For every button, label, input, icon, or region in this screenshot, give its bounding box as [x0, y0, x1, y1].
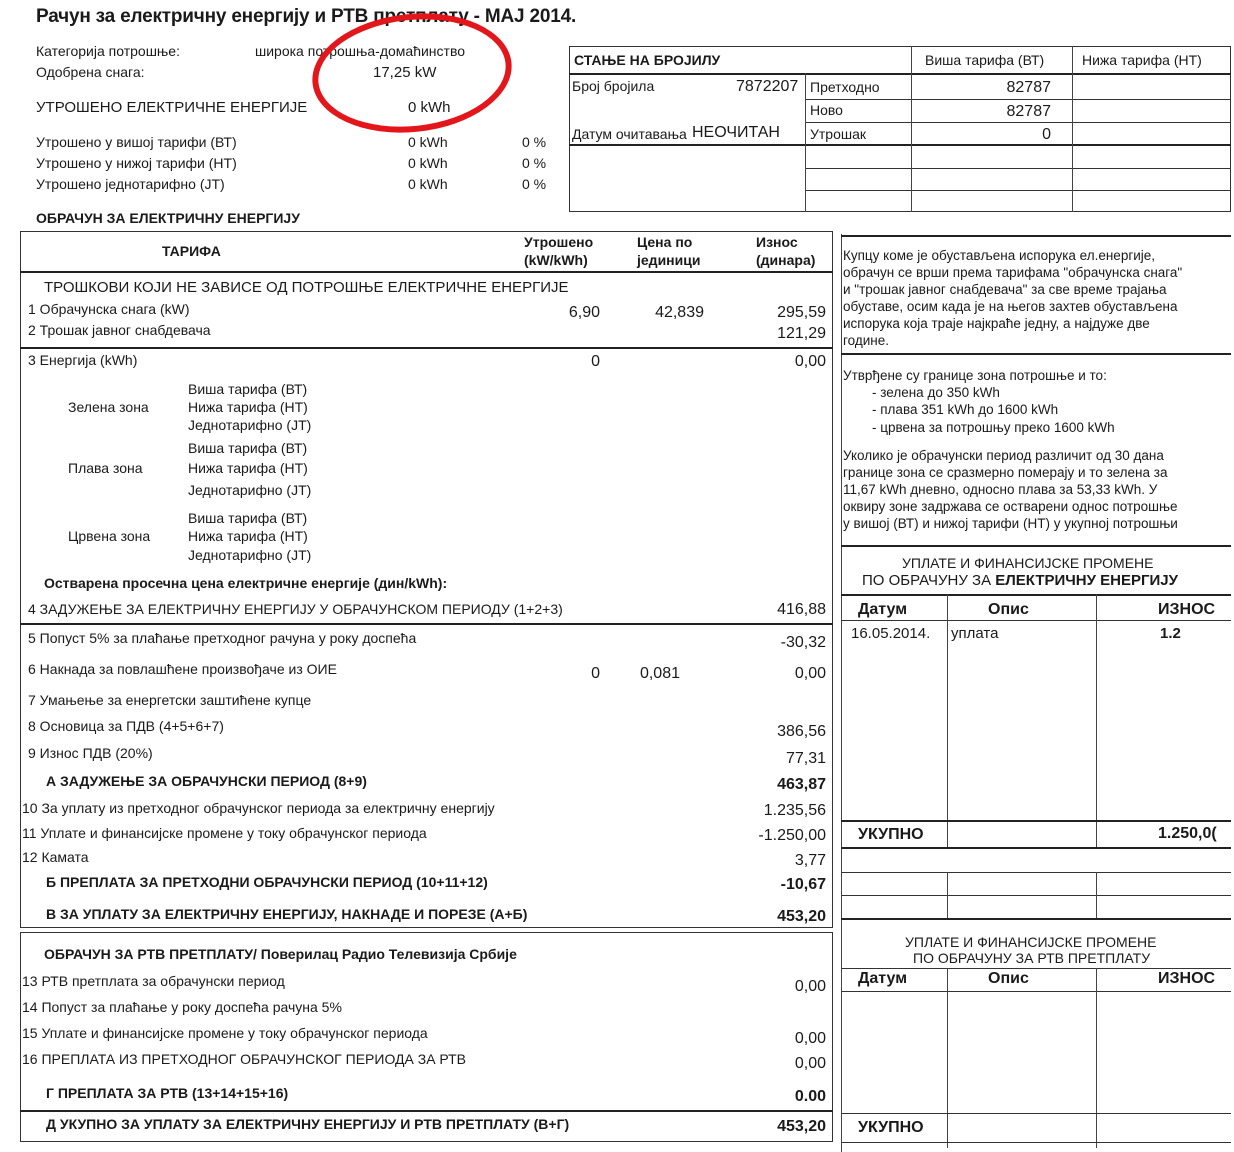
- rtv-col-date-header: Датум: [858, 970, 908, 987]
- zone-blue: Плава зона: [68, 460, 143, 476]
- rowG-label: Г ПРЕПЛАТА ЗА РТВ (13+14+15+16): [46, 1085, 289, 1101]
- rowG-amount: 0.00: [794, 1088, 826, 1105]
- zone-green: Зелена зона: [68, 399, 149, 415]
- row13-label: 13 РТВ претплата за обрачунски период: [22, 973, 285, 989]
- row14-label: 14 Попуст за плаћање у року доспећа рачуна 5%: [22, 999, 342, 1015]
- read-date-label: Датум очитавања: [572, 126, 687, 142]
- period-note-line: Уколико је обрачунски период различит од 30 дана: [843, 448, 1164, 463]
- rowA-amount: 463,87: [777, 776, 826, 793]
- meter-header: СТАЊЕ НА БРОЈИЛУ: [574, 52, 721, 68]
- zone-tariff: Једнотарифно (JT): [188, 417, 312, 433]
- col-desc-header: Опис: [988, 601, 1029, 618]
- summary-row-value: 0 kWh: [408, 155, 448, 171]
- row1-price: 42,839: [655, 304, 704, 321]
- zone-tariff: Нижа тарифа (НТ): [188, 399, 308, 415]
- row4-amount: 416,88: [777, 601, 826, 618]
- row2-amount: 121,29: [777, 325, 826, 342]
- consumed-value: 0 kWh: [408, 99, 451, 116]
- meter-number-label: Број бројила: [572, 78, 655, 94]
- meter-row-vt: 0: [1042, 126, 1051, 143]
- col-amount-unit: (динара): [756, 252, 816, 268]
- meter-row-vt: 82787: [1006, 79, 1051, 96]
- period-note-line: оквиру зоне задржава се остварени однос потрошње: [843, 499, 1178, 514]
- row15-label: 15 Уплате и финансијске промене у току обрачунског периода: [22, 1025, 428, 1041]
- zones-list-item: - плава 351 kWh до 1600 kWh: [872, 402, 1059, 417]
- row12-label: 12 Камата: [22, 849, 89, 865]
- row11-amount: -1.250,00: [758, 827, 826, 844]
- period-note-line: у вишој (ВТ) и нижој тарифи (НТ) у укупној потрошњи: [843, 516, 1178, 531]
- zone-red: Црвена зона: [68, 528, 151, 544]
- payments-energy-subtitle-bold: ЕЛЕКТРИЧНУ ЕНЕРГИЈУ: [995, 572, 1178, 589]
- zones-list-item: - црвена за потрошњу преко 1600 kWh: [872, 420, 1115, 435]
- row13-amount: 0,00: [794, 978, 826, 995]
- suspension-note-line: Купцу коме је обустављена испорука ел.енергије,: [843, 248, 1156, 263]
- row15-amount: 0,00: [794, 1030, 826, 1047]
- zone-tariff: Виша тарифа (ВТ): [188, 510, 308, 526]
- suspension-note-line: обрачун се врши према тарифама "обрачунска снага": [843, 265, 1183, 280]
- col-amount-header: Износ: [756, 234, 798, 250]
- row1-amount: 295,59: [777, 304, 826, 321]
- col-price-unit: јединици: [637, 252, 701, 268]
- row9-amount: 77,31: [785, 750, 826, 767]
- zones-list-item: - зелена до 350 kWh: [872, 385, 1000, 400]
- power-value: 17,25 kW: [373, 64, 437, 81]
- avg-price-label: Остварена просечна цена електричне енергије (дин/kWh):: [44, 575, 448, 591]
- zone-tariff: Нижа тарифа (НТ): [188, 460, 308, 476]
- payments-rtv-title: УПЛАТЕ И ФИНАНСИЈСКЕ ПРОМЕНЕ: [905, 934, 1157, 950]
- read-date: НЕОЧИТАН: [692, 124, 780, 141]
- row3-amount: 0,00: [794, 353, 826, 370]
- category-label: Категорија потрошње:: [36, 43, 180, 59]
- rowV-amount: 453,20: [777, 908, 826, 925]
- col-amount-header: ИЗНОС: [1158, 601, 1216, 618]
- row6-amount: 0,00: [794, 665, 826, 682]
- summary-row-value: 0 kWh: [408, 134, 448, 150]
- row6-used: 0: [591, 665, 600, 682]
- payments-rtv-total-label: УКУПНО: [858, 1119, 924, 1136]
- period-note-line: границе зона се сразмерно померају и то зелена за: [843, 465, 1168, 480]
- meter-row-label: Утрошак: [810, 126, 867, 142]
- payments-energy-subtitle: [862, 572, 1178, 589]
- col-price-header: Цена по: [637, 234, 693, 250]
- suspension-note-line: и "трошак јавног снабдевача" за све време трајања: [843, 282, 1167, 297]
- col-vt-header: Виша тарифа (ВТ): [925, 52, 1045, 68]
- row16-amount: 0,00: [794, 1055, 826, 1072]
- zone-tariff: Виша тарифа (ВТ): [188, 440, 308, 456]
- payments-energy-title: УПЛАТЕ И ФИНАНСИЈСКЕ ПРОМЕНЕ: [902, 555, 1154, 571]
- row3-used: 0: [591, 353, 600, 370]
- row12-amount: 3,77: [794, 852, 826, 869]
- suspension-note-line: обуставе, осим када је на његов захтев обустављена: [843, 299, 1178, 314]
- zone-tariff: Једнотарифно (JT): [188, 482, 312, 498]
- summary-row-label: Утрошено у нижој тарифи (НТ): [36, 155, 237, 171]
- rowB-amount: -10,67: [780, 876, 826, 893]
- row2-label: 2 Трошак јавног снабдевача: [28, 322, 211, 338]
- period-note-line: 11,67 kWh дневно, односно плава за 53,33 kWh. У: [843, 482, 1158, 497]
- row6-price: 0,081: [639, 665, 680, 682]
- row1-used: 6,90: [568, 304, 600, 321]
- row5-amount: -30,32: [780, 634, 826, 651]
- summary-row-pct: 0 %: [522, 155, 547, 171]
- rowD-label: Д УКУПНО ЗА УПЛАТУ ЗА ЕЛЕКТРИЧНУ ЕНЕРГИЈУ И РТВ ПРЕТПЛАТУ (В+Г): [46, 1116, 570, 1132]
- document-title: Рачун за електричну енергију и РТВ претплату - MAJ 2014.: [36, 6, 577, 27]
- row16-label: 16 ПРЕПЛАТА ИЗ ПРЕТХОДНОГ ОБРАЧУНСКОГ ПЕРИОДА ЗА РТВ: [22, 1051, 467, 1067]
- summary-row-label: Утрошено једнотарифно (JT): [36, 176, 225, 192]
- row11-label: 11 Уплате и финансијске промене у току обрачунског периода: [22, 825, 427, 841]
- col-used-header: Утрошено: [524, 234, 594, 250]
- col-date-header: Датум: [858, 601, 908, 618]
- rtv-col-desc-header: Опис: [988, 970, 1029, 987]
- rowB-label: Б ПРЕПЛАТА ЗА ПРЕТХОДНИ ОБРАЧУНСКИ ПЕРИОД (10+11+12): [46, 874, 488, 890]
- summary-row-label: Утрошено у вишој тарифи (ВТ): [36, 134, 237, 150]
- power-label: Одобрена снага:: [36, 64, 145, 80]
- suspension-note-line: испорука која траје најкраће једну, а најдуже две: [843, 316, 1150, 331]
- payment-desc: уплата: [951, 625, 999, 642]
- row5-label: 5 Попуст 5% за плаћање претходног рачуна у року доспећа: [28, 630, 417, 646]
- fixed-costs-title: ТРОШКОВИ КОЈИ НЕ ЗАВИСЕ ОД ПОТРОШЊЕ ЕЛЕКТРИЧНЕ ЕНЕРГИЈЕ: [44, 279, 569, 296]
- row3-label: 3 Енергија (kWh): [28, 352, 138, 368]
- zone-tariff: Виша тарифа (ВТ): [188, 381, 308, 397]
- row6-label: 6 Накнада за повлашћене произвођаче из ОИЕ: [28, 661, 337, 677]
- row4-label: 4 ЗАДУЖЕЊЕ ЗА ЕЛЕКТРИЧНУ ЕНЕРГИЈУ У ОБРАЧУНСКОМ ПЕРИОДУ (1+2+3): [28, 601, 563, 617]
- row10-amount: 1.235,56: [763, 802, 826, 819]
- row8-amount: 386,56: [777, 723, 826, 740]
- payments-rtv-subtitle: ПО ОБРАЧУНУ ЗА РТВ ПРЕТПЛАТУ: [913, 950, 1151, 966]
- summary-row-pct: 0 %: [522, 176, 547, 192]
- suspension-note-line: године.: [843, 333, 889, 348]
- zones-intro: Утврђене су границе зона потрошње и то:: [843, 368, 1107, 383]
- row10-label: 10 За уплату из претходног обрачунског периода за електричну енергију: [22, 800, 495, 816]
- rtv-col-amount-header: ИЗНОС: [1158, 970, 1216, 987]
- row9-label: 9 Износ ПДВ (20%): [28, 745, 153, 761]
- consumed-label: УТРОШЕНО ЕЛЕКТРИЧНЕ ЕНЕРГИЈЕ: [36, 99, 308, 116]
- row8-label: 8 Основица за ПДВ (4+5+6+7): [28, 718, 224, 734]
- rowD-amount: 453,20: [777, 1118, 826, 1135]
- row7-label: 7 Умањење за енергетски заштићене купце: [28, 692, 312, 708]
- payments-energy-total: 1.250,0(: [1158, 825, 1217, 842]
- billing-section-title: ОБРАЧУН ЗА ЕЛЕКТРИЧНУ ЕНЕРГИЈУ: [36, 210, 300, 226]
- payment-amount: 1.2: [1160, 625, 1181, 642]
- col-tariff-header: ТАРИФА: [162, 243, 221, 259]
- rowA-label: А ЗАДУЖЕЊЕ ЗА ОБРАЧУНСКИ ПЕРИОД (8+9): [46, 773, 367, 789]
- rowV-label: В ЗА УПЛАТУ ЗА ЕЛЕКТРИЧНУ ЕНЕРГИЈУ, НАКНАДЕ И ПОРЕЗЕ (А+Б): [46, 906, 528, 922]
- summary-row-pct: 0 %: [522, 134, 547, 150]
- category-value: широка потрошња-домаћинство: [255, 43, 466, 59]
- payments-energy-total-label: УКУПНО: [858, 826, 924, 843]
- col-used-unit: (kW/kWh): [524, 252, 588, 268]
- payment-date: 16.05.2014.: [851, 625, 931, 642]
- zone-tariff: Једнотарифно (JT): [188, 547, 312, 563]
- col-nt-header: Нижа тарифа (НТ): [1082, 52, 1202, 68]
- meter-row-label: Ново: [810, 102, 843, 118]
- meter-number: 7872207: [736, 78, 799, 95]
- row1-label: 1 Обрачунска снага (kW): [28, 301, 190, 317]
- meter-row-vt: 82787: [1006, 103, 1051, 120]
- payments-energy-subtitle-prefix: ПО ОБРАЧУНУ ЗА: [862, 572, 996, 589]
- meter-row-label: Претходно: [810, 79, 880, 95]
- zone-tariff: Нижа тарифа (НТ): [188, 528, 308, 544]
- summary-row-value: 0 kWh: [408, 176, 448, 192]
- rtv-section-title: ОБРАЧУН ЗА РТВ ПРЕТПЛАТУ/ Поверилац Радио Телевизија Србије: [44, 946, 517, 962]
